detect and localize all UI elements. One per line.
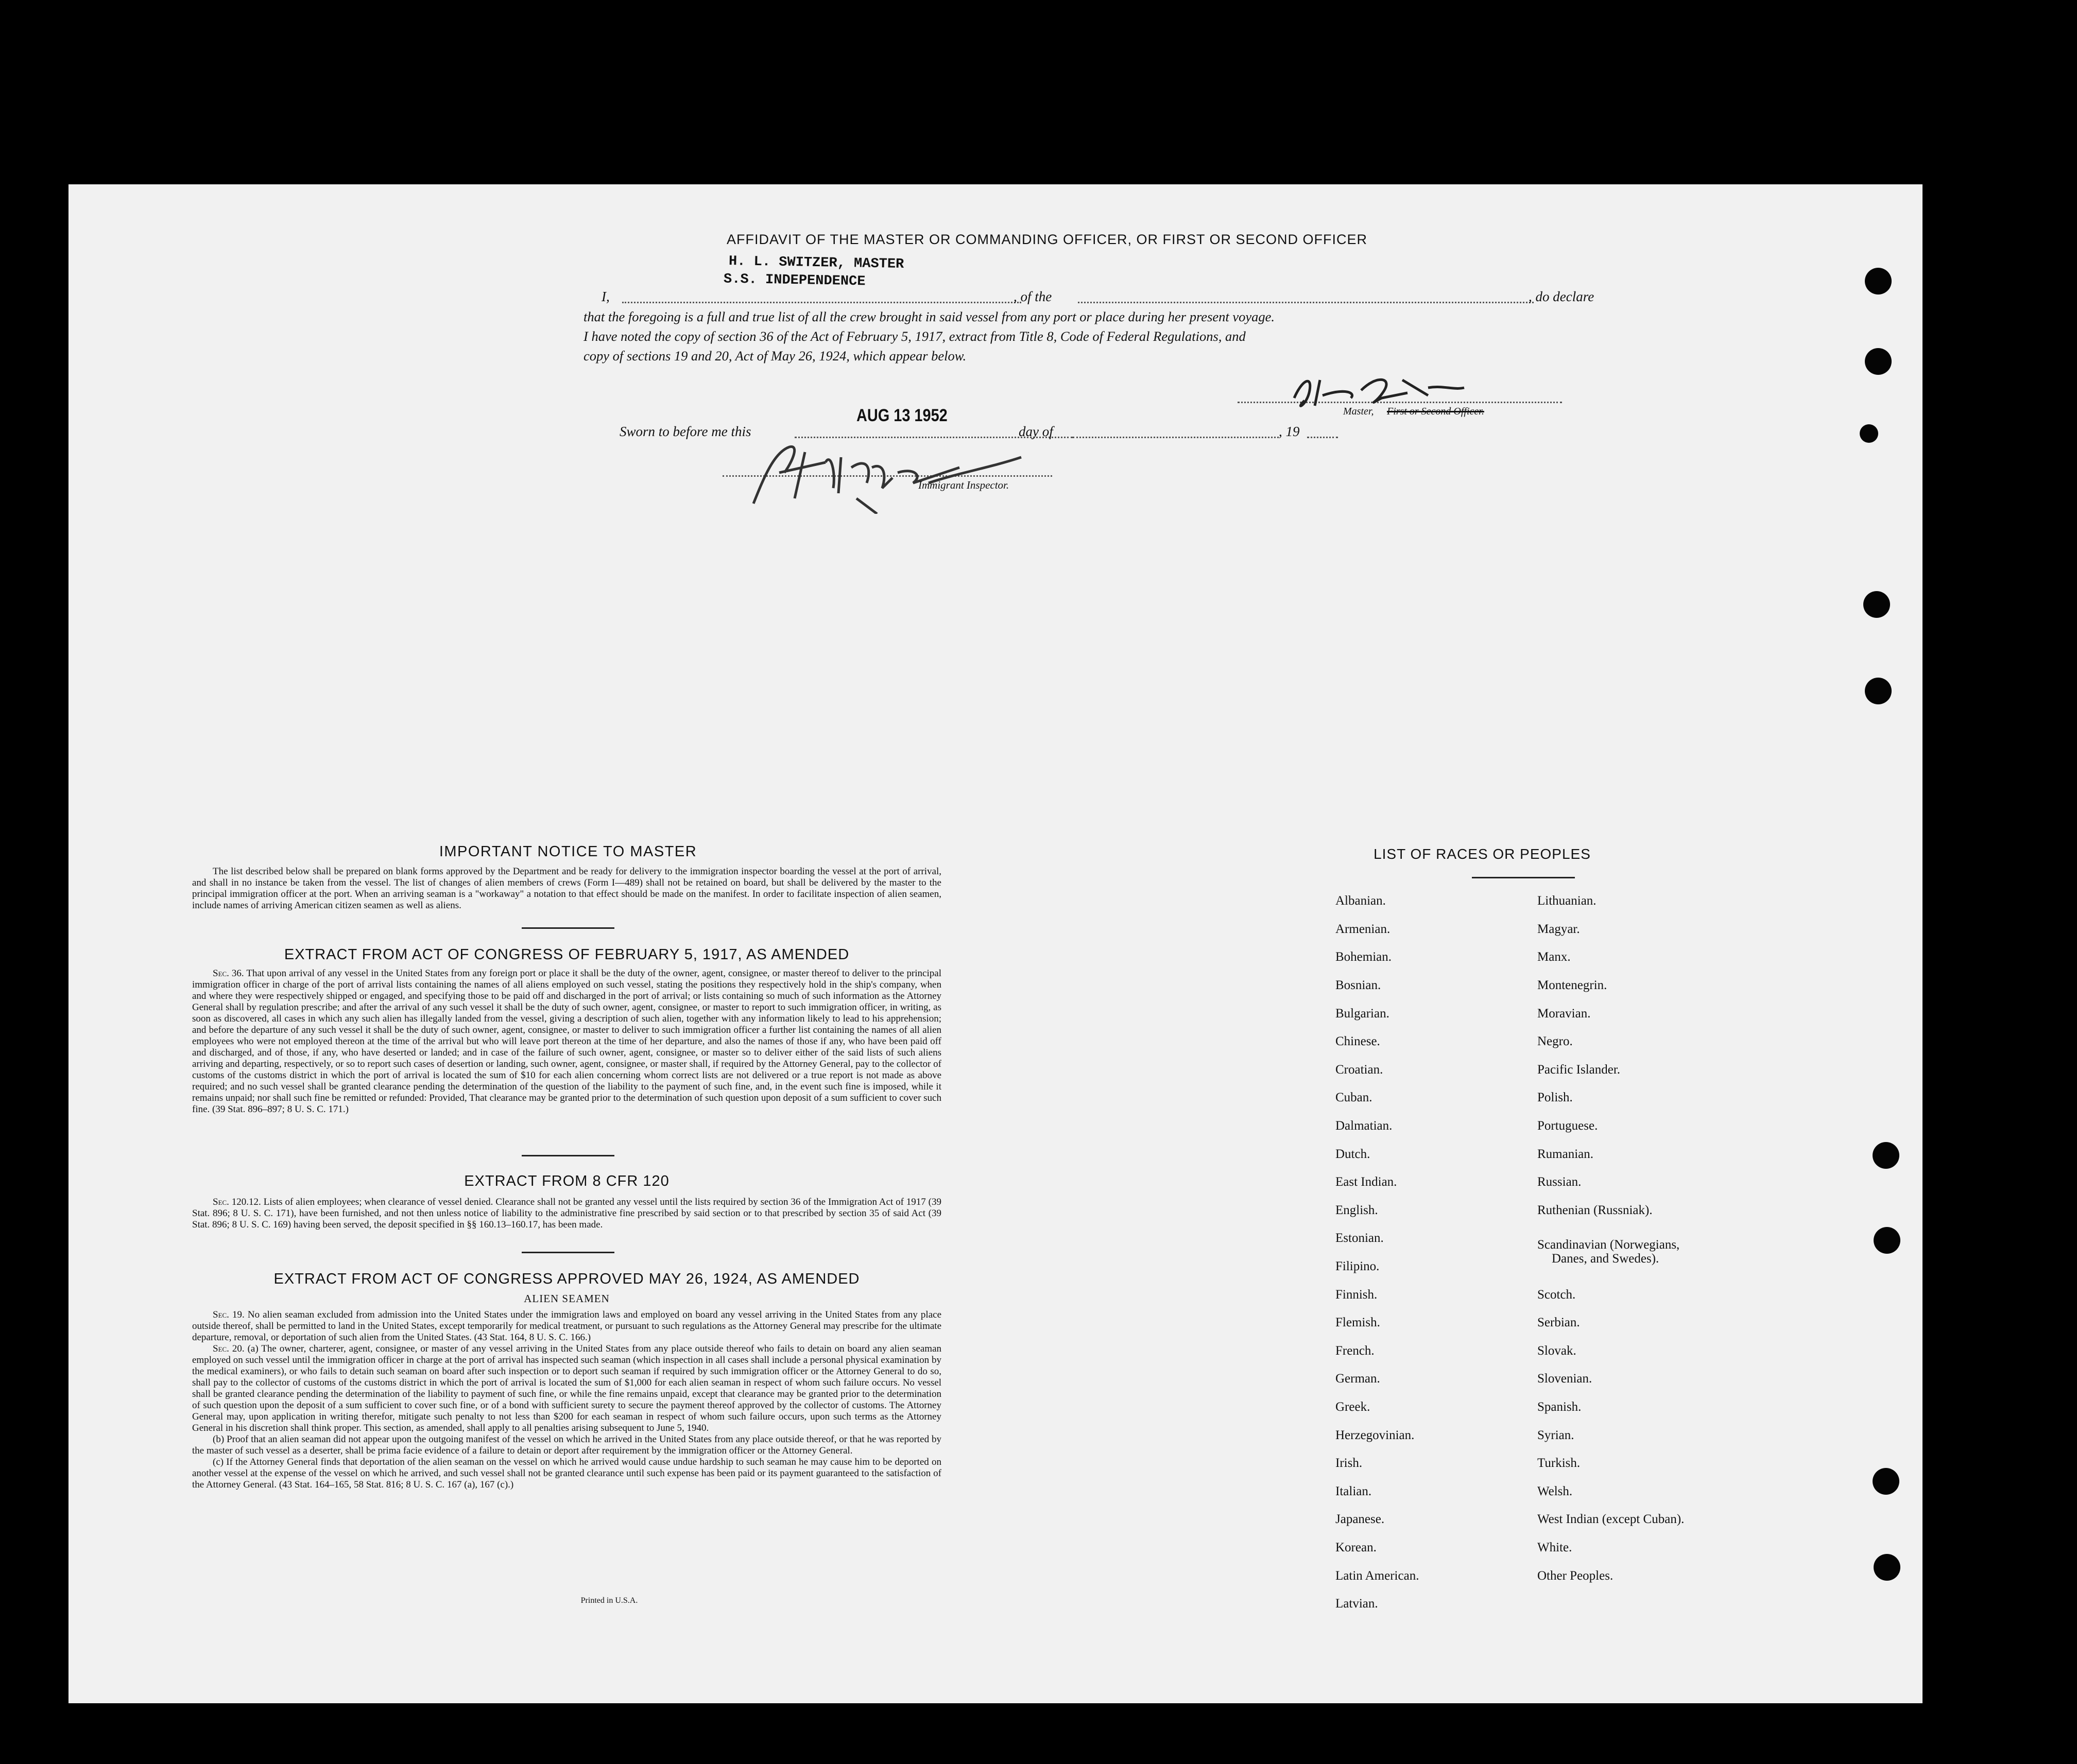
race-right-item: Other Peoples. [1537,1569,1613,1583]
sworn-month-line [1073,437,1279,438]
year-line [1307,437,1338,438]
sec20c-paragraph: (c) If the Attorney General finds that deportation of the alien seaman on the vessel on which he arrived would cause undue hardship to such seaman he may cause him to be deported on another vessel at the expense of the vessel on which he arrived, and such vessel shall not be granted clearance until such expense has been paid or its payment guaranteed to the satisfaction of the Attorney General. (43 Stat. 164–165, 58 Stat. 816; 8 U. S. C. 167 (a), 167 (c).) [192,1457,941,1490]
race-right-item: White. [1537,1541,1572,1554]
races-title: LIST OF RACES OR PEOPLES [1374,846,1591,862]
affidavit-line-4: copy of sections 19 and 20, Act of May 26, 1924, which appear below. [583,348,967,364]
sec20b-paragraph: (b) Proof that an alien seaman did not appear upon the outgoing manifest of the vessel on which he arrived in the United States from any place outside thereof, or that he was reported by the master of such vessel as a deserter, shall be prima facie evidence of a failure to detain or deport after requirement by the immigration officer or the Attorney General. [192,1434,941,1456]
race-right-item: Montenegrin. [1537,978,1607,992]
punch-hole [1874,1554,1900,1581]
punch-hole [1865,678,1892,704]
race-left-item: Cuban. [1335,1091,1372,1104]
race-left-item: Japanese. [1335,1512,1385,1526]
race-right-item: Serbian. [1537,1316,1580,1329]
sworn-text: Sworn to before me this [620,424,751,439]
punch-hole [1873,1468,1899,1495]
race-left-item: Italian. [1335,1484,1372,1498]
affidavit-heading: AFFIDAVIT OF THE MASTER OR COMMANDING OFFICER, OR FIRST OR SECOND OFFICER [726,232,1368,247]
race-right-item: Ruthenian (Russniak). [1537,1203,1653,1217]
race-left-item: Filipino. [1335,1259,1380,1273]
race-left-item: Chinese. [1335,1034,1380,1048]
extract3-body [192,1309,941,1491]
affidavit-do-declare: , do declare [1529,289,1594,304]
day-of-text: day of [1019,424,1053,439]
race-right-item: Moravian. [1537,1007,1591,1021]
race-left-item: Bohemian. [1335,950,1392,964]
race-right-item: Negro. [1537,1034,1573,1048]
vessel-field-line [1078,302,1534,303]
race-right-item: West Indian (except Cuban). [1537,1512,1685,1526]
race-right-item: Pacific Islander. [1537,1063,1621,1077]
extract1-sec-label: Sec. 36. [213,968,244,979]
divider [522,927,614,929]
race-left-item: Korean. [1335,1541,1377,1554]
race-left-item: Albanian. [1335,894,1386,908]
race-left-item: East Indian. [1335,1175,1397,1189]
race-left-item: Latvian. [1335,1597,1378,1611]
race-right-item: Syrian. [1537,1428,1574,1442]
race-left-item: Herzegovinian. [1335,1428,1415,1442]
race-left-item: Finnish. [1335,1288,1378,1302]
race-left-item: Armenian. [1335,922,1391,936]
affidavit-i: I, [602,289,610,304]
race-right-item: Manx. [1537,950,1571,964]
race-left-item: Bulgarian. [1335,1007,1389,1021]
race-right-item: Russian. [1537,1175,1582,1189]
race-right-item: Polish. [1537,1091,1573,1104]
year-prefix: , 19 [1279,424,1300,439]
typed-vessel-name: S.S. INDEPENDENCE [723,271,866,290]
race-left-item: Croatian. [1335,1063,1383,1077]
race-right-item: Scandinavian (Norwegians, [1537,1238,1680,1252]
race-left-item: Dalmatian. [1335,1119,1393,1133]
punch-hole [1860,424,1878,443]
race-right-item: Welsh. [1537,1484,1573,1498]
date-stamp: AUG 13 1952 [856,406,948,425]
punch-hole [1874,1227,1900,1254]
race-left-item: Dutch. [1335,1147,1370,1161]
master-struck-label: First or Second Officer. [1387,406,1484,417]
extract2-title: EXTRACT FROM 8 CFR 120 [464,1173,670,1189]
notice-title: IMPORTANT NOTICE TO MASTER [439,843,697,860]
race-right-item: Rumanian. [1537,1147,1594,1161]
punch-hole [1865,348,1892,375]
name-field-line [622,302,1021,303]
race-right-item: Danes, and Swedes). [1552,1252,1659,1266]
punch-hole [1865,268,1892,295]
extract1-title: EXTRACT FROM ACT OF CONGRESS OF FEBRUARY 5, 1917, AS AMENDED [284,946,850,963]
affidavit-of-the: , of the [1014,289,1052,304]
divider [1472,877,1575,878]
sec20a-text: (a) The owner, charterer, agent, consignee, or master of any vessel arriving in the United States from any place outside thereof who fails to detain on board any alien seaman employed on such vessel until the immigration officer in charge at the port of arrival has inspected such seaman (which inspection in all cases shall include a personal physical examination by the medical examiners), or who fails to detain such seaman on board after such inspection or to deport such seaman if required by such immigration officer or the Attorney General to do so, shall pay to the collector of customs of the customs district in which the port of arrival is located the sum of $1,000 for each alien seaman in respect of whom such failure occurs. No vessel shall be granted clearance pending the determination of the liability to payment of such fine, or while the fine remains unpaid, except that clearance may be granted prior to the determination of such question upon the deposit of a sum sufficient to cover such fine, or of a bond with sufficient surety to secure the payment thereof approved by the collector of customs. The Attorney General may, upon application in writing therefor, mitigate such penalty to not less than $200 for each seaman in respect of whom such failure occurs, upon such terms as the Attorney General in his discretion shall think proper. This section, as amended, shall apply to all penalties arising subsequent to June 5, 1940. [192,1343,942,1433]
extract3-subtitle: ALIEN SEAMEN [524,1292,610,1305]
affidavit-line-3: I have noted the copy of section 36 of the Act of February 5, 1917, extract from Title 8, Code of Federal Regulations, and [583,328,1246,344]
sec19-label: Sec. 19. [213,1309,245,1320]
extract2-sec-label: Sec. 120.12. [213,1197,261,1207]
race-right-item: Slovenian. [1537,1372,1592,1386]
extract2-section [192,1197,941,1231]
race-left-item: French. [1335,1344,1375,1358]
extract2-body: Lists of alien employees; when clearance of vessel denied. Clearance shall not be granted any vessel until the lists required by section 36 of the Immigration Act of 1917 (39 Stat. 896; 8 U. S. C. 171), have been furnished, and not then unless notice of liability to the administrative fine prescribed by said section or to that prescribed by section 35 of said Act (39 Stat. 896; 8 U. S. C. 169) having been served, the deposit specified in §§ 160.13–160.17, has been made. [192,1197,941,1230]
race-right-item: Lithuanian. [1537,894,1597,908]
race-right-item: Scotch. [1537,1288,1576,1302]
race-left-item: German. [1335,1372,1380,1386]
race-left-item: Estonian. [1335,1231,1384,1245]
divider [522,1252,614,1253]
race-left-item: Bosnian. [1335,978,1381,992]
extract1-section [192,968,941,1115]
form-page [68,184,1922,1703]
race-right-item: Portuguese. [1537,1119,1598,1133]
race-right-item: Slovak. [1537,1344,1576,1358]
punch-hole [1863,591,1890,618]
punch-hole [1873,1142,1899,1169]
sec20-label: Sec. 20. [213,1343,245,1354]
race-right-item: Magyar. [1537,922,1580,936]
sec20a-paragraph [192,1343,941,1434]
inspector-signature [743,431,1062,514]
race-left-item: Greek. [1335,1400,1370,1414]
race-left-item: English. [1335,1203,1378,1217]
printed-in-usa: Printed in U.S.A. [580,1596,638,1605]
master-label: Master, [1343,406,1374,417]
divider [522,1155,614,1156]
race-right-item: Turkish. [1537,1456,1581,1470]
race-left-item: Flemish. [1335,1316,1380,1329]
typed-master-name: H. L. SWITZER, MASTER [728,254,904,272]
affidavit-line-2: that the foregoing is a full and true list of all the crew brought in said vessel from any port or place during her present voyage. [583,309,1275,324]
race-left-item: Latin American. [1335,1569,1419,1583]
inspector-label: Immigrant Inspector. [918,479,1009,491]
sec19-text: No alien seaman excluded from admission into the United States under the immigration laws and employed on board any vessel arriving in the United States from any place outside thereof, shall be permitted to land in the United States, except temporarily for medical treatment, or pursuant to such regulations as the Attorney General may prescribe for the ultimate departure, removal, or deportation of such alien from the United States. (43 Stat. 164, 8 U. S. C. 166.) [192,1309,942,1343]
race-right-item: Spanish. [1537,1400,1582,1414]
extract1-body: That upon arrival of any vessel in the United States from any foreign port or place it shall be the duty of the owner, agent, consignee, or master thereof to deliver to the principal immigration officer in charge of the port of arrival lists containing the names of all aliens employed on such vessel, stating the positions they respectively hold in the ship's company, when and where they were respectively shipped or engaged, and specifying those to be paid off and discharged in the port of arrival; or lists containing so much of such information as the Attorney General shall by regulation prescribe; and after the arrival of any such vessel it shall be the duty of such owner, agent, consignee, or master to report to such immigration officer, in writing, as soon as discovered, all cases in which any such alien has illegally landed from the vessel, giving a description of such alien, together with any information likely to lead to his apprehension; and before the departure of any such vessel it shall be the duty of such owner, agent, consignee, or master to deliver to such immigration officer a further list containing the names of all alien employees who were not employed thereon at the time of the arrival but who will leave port thereon at the time of her departure, and also the names of those if any, who have been paid off and discharged, and of those, if any, who have deserted or landed; and in case of the failure of such owner, agent, consignee, or master so to deliver either of the said lists of such aliens arriving and departing, respectively, or so to report such cases of desertion or landing, such owner, agent, consignee, or master shall, if required by the Attorney General, pay to the collector of customs of the customs district in which the port of arrival is located the sum of $10 for each alien concerning whom correct lists are not delivered or a true report is not made as above required; and no such vessel shall be granted clearance pending the determination of the question of the liability to the payment of such fine, and, in the event such fine is imposed, while it remains unpaid; nor shall such fine be remitted or refunded: Provided, That clearance may be granted prior to the determination of such question upon deposit of a sum sufficient to cover such fine. (39 Stat. 896–897; 8 U. S. C. 171.) [192,968,941,1115]
extract3-title: EXTRACT FROM ACT OF CONGRESS APPROVED MAY 26, 1924, AS AMENDED [273,1271,860,1287]
race-left-item: Irish. [1335,1456,1363,1470]
notice-body: The list described below shall be prepared on blank forms approved by the Department and be ready for delivery to the immigration inspector boarding the vessel at the port of arrival, and shall in no instance be taken from the vessel. The list of changes of alien members of crews (Form I—489) shall not be retained on board, but shall be delivered by the master to the principal immigration officer at the port. When an arriving seaman is a "workaway" a notation to that effect should be made on the manifest. In order to facilitate inspection of alien seamen, include names of arriving American citizen seamen as well as aliens. [192,866,941,911]
sec19-paragraph [192,1309,941,1343]
